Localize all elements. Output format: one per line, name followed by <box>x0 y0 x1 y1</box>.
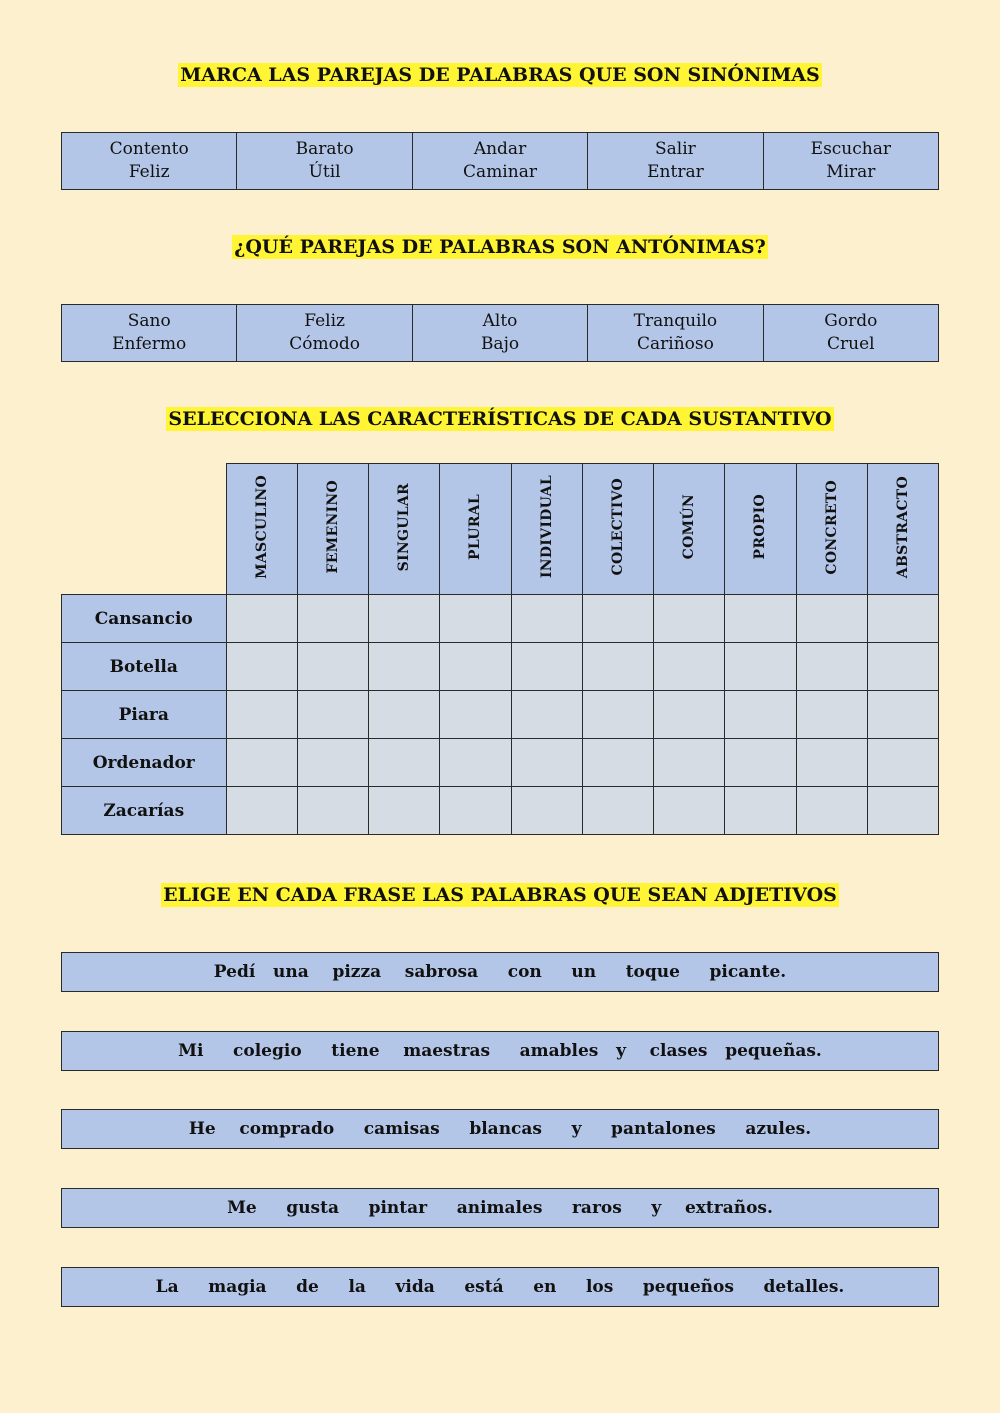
antonym-pair-5[interactable] <box>764 305 938 361</box>
column-header <box>297 464 368 595</box>
answer-cell[interactable] <box>226 643 297 691</box>
nouns-title <box>0 407 1000 431</box>
pair-word: Contento <box>109 139 189 159</box>
answer-cell[interactable] <box>582 691 653 739</box>
antonyms-pairs-row <box>61 304 939 362</box>
antonym-pair-2[interactable] <box>237 305 412 361</box>
answer-cell[interactable] <box>867 595 938 643</box>
sentence-5[interactable]: La magia de la vida está en los pequeños detalles. <box>61 1267 939 1307</box>
answer-cell[interactable] <box>582 787 653 835</box>
pair-word: Sano <box>127 311 171 331</box>
column-label: INDIVIDUAL <box>538 475 555 579</box>
answer-cell[interactable] <box>511 595 582 643</box>
answer-cell[interactable] <box>297 787 368 835</box>
column-header <box>654 464 725 595</box>
column-header <box>511 464 582 595</box>
answer-cell[interactable] <box>226 739 297 787</box>
answer-cell[interactable] <box>297 739 368 787</box>
pair-word: Cariñoso <box>636 334 714 354</box>
answer-cell[interactable] <box>867 691 938 739</box>
answer-cell[interactable] <box>297 691 368 739</box>
answer-cell[interactable] <box>511 787 582 835</box>
antonym-pair-1[interactable] <box>62 305 237 361</box>
answer-cell[interactable] <box>867 787 938 835</box>
answer-cell[interactable] <box>369 691 440 739</box>
pair-word: Entrar <box>647 162 704 182</box>
answer-cell[interactable] <box>297 643 368 691</box>
pair-word: Cómodo <box>289 334 360 354</box>
answer-cell[interactable] <box>297 595 368 643</box>
synonyms-title <box>0 63 1000 87</box>
synonyms-pairs-row <box>61 132 939 190</box>
answer-cell[interactable] <box>511 739 582 787</box>
noun-characteristics-table <box>61 463 939 835</box>
column-header <box>369 464 440 595</box>
pair-word: Gordo <box>824 311 878 331</box>
column-header <box>582 464 653 595</box>
answer-cell[interactable] <box>440 787 511 835</box>
column-header <box>226 464 297 595</box>
table-row <box>62 691 939 739</box>
sentence-2[interactable]: Mi colegio tiene maestras amables y clases pequeñas. <box>61 1031 939 1071</box>
answer-cell[interactable] <box>582 739 653 787</box>
answer-cell[interactable] <box>369 739 440 787</box>
synonym-pair-1[interactable] <box>62 133 237 189</box>
answer-cell[interactable] <box>725 643 796 691</box>
column-header <box>725 464 796 595</box>
pair-word: Escuchar <box>810 139 891 159</box>
column-label: CONCRETO <box>823 479 840 575</box>
row-label: Ordenador <box>62 739 227 787</box>
row-label: Cansancio <box>62 595 227 643</box>
sentence-1[interactable]: Pedí una pizza sabrosa con un toque picante. <box>61 952 939 992</box>
pair-word: Caminar <box>463 162 537 182</box>
pair-word: Tranquilo <box>633 311 718 331</box>
answer-cell[interactable] <box>725 595 796 643</box>
answer-cell[interactable] <box>725 739 796 787</box>
adjectives-title <box>0 883 1000 907</box>
row-label: Piara <box>62 691 227 739</box>
corner-cell <box>62 464 227 595</box>
pair-word: Mirar <box>826 162 876 182</box>
column-label: COMÚN <box>681 494 698 560</box>
answer-cell[interactable] <box>440 643 511 691</box>
row-label: Botella <box>62 643 227 691</box>
pair-word: Andar <box>473 139 527 159</box>
answer-cell[interactable] <box>369 595 440 643</box>
answer-cell[interactable] <box>226 691 297 739</box>
synonym-pair-5[interactable] <box>764 133 938 189</box>
nouns-title-text: SELECCIONA LAS CARACTERÍSTICAS DE CADA SUSTANTIVO <box>168 408 832 430</box>
synonyms-title-text: MARCA LAS PAREJAS DE PALABRAS QUE SON SINÓNIMAS <box>180 64 820 86</box>
answer-cell[interactable] <box>725 691 796 739</box>
pair-word: Alto <box>482 311 518 331</box>
adjectives-title-text: ELIGE EN CADA FRASE LAS PALABRAS QUE SEAN ADJETIVOS <box>163 884 837 906</box>
pair-word: Feliz <box>304 311 345 331</box>
answer-cell[interactable] <box>511 691 582 739</box>
answer-cell[interactable] <box>796 787 867 835</box>
answer-cell[interactable] <box>226 787 297 835</box>
sentence-3[interactable]: He comprado camisas blancas y pantalones azules. <box>61 1109 939 1149</box>
answer-cell[interactable] <box>369 787 440 835</box>
column-header <box>867 464 938 595</box>
column-label: ABSTRACTO <box>894 475 911 579</box>
answer-cell[interactable] <box>369 643 440 691</box>
column-label: COLECTIVO <box>609 478 626 576</box>
answer-cell[interactable] <box>440 595 511 643</box>
answer-cell[interactable] <box>654 595 725 643</box>
antonym-pair-4[interactable] <box>588 305 763 361</box>
pair-word: Cruel <box>827 334 875 354</box>
row-label: Zacarías <box>62 787 227 835</box>
sentence-4[interactable]: Me gusta pintar animales raros y extraños. <box>61 1188 939 1228</box>
answer-cell[interactable] <box>796 595 867 643</box>
header-row <box>62 464 939 595</box>
answer-cell[interactable] <box>440 691 511 739</box>
column-label: SINGULAR <box>396 482 413 572</box>
answer-cell[interactable] <box>654 739 725 787</box>
synonym-pair-4[interactable] <box>588 133 763 189</box>
answer-cell[interactable] <box>582 643 653 691</box>
pair-word: Feliz <box>128 162 170 182</box>
answer-cell[interactable] <box>654 643 725 691</box>
table-row <box>62 595 939 643</box>
answer-cell[interactable] <box>796 739 867 787</box>
pair-word: Útil <box>308 162 341 182</box>
answer-cell[interactable] <box>796 643 867 691</box>
pair-word: Bajo <box>480 334 520 354</box>
answer-cell[interactable] <box>226 595 297 643</box>
antonyms-title-text: ¿QUÉ PAREJAS DE PALABRAS SON ANTÓNIMAS? <box>234 236 766 258</box>
answer-cell[interactable] <box>867 643 938 691</box>
answer-cell[interactable] <box>654 787 725 835</box>
table-row <box>62 739 939 787</box>
pair-word: Enfermo <box>112 334 187 354</box>
answer-cell[interactable] <box>867 739 938 787</box>
column-label: FEMENINO <box>324 480 341 574</box>
column-header <box>440 464 511 595</box>
table-row <box>62 643 939 691</box>
answer-cell[interactable] <box>796 691 867 739</box>
answer-cell[interactable] <box>582 595 653 643</box>
table-row <box>62 787 939 835</box>
answer-cell[interactable] <box>511 643 582 691</box>
column-label: PLURAL <box>467 494 484 560</box>
column-label: MASCULINO <box>253 475 270 579</box>
answer-cell[interactable] <box>725 787 796 835</box>
antonym-pair-3[interactable] <box>413 305 588 361</box>
column-label: PROPIO <box>752 494 769 560</box>
answer-cell[interactable] <box>440 739 511 787</box>
pair-word: Salir <box>655 139 696 159</box>
synonym-pair-3[interactable] <box>413 133 588 189</box>
pair-word: Barato <box>295 139 354 159</box>
column-header <box>796 464 867 595</box>
answer-cell[interactable] <box>654 691 725 739</box>
antonyms-title <box>0 235 1000 259</box>
synonym-pair-2[interactable] <box>237 133 412 189</box>
